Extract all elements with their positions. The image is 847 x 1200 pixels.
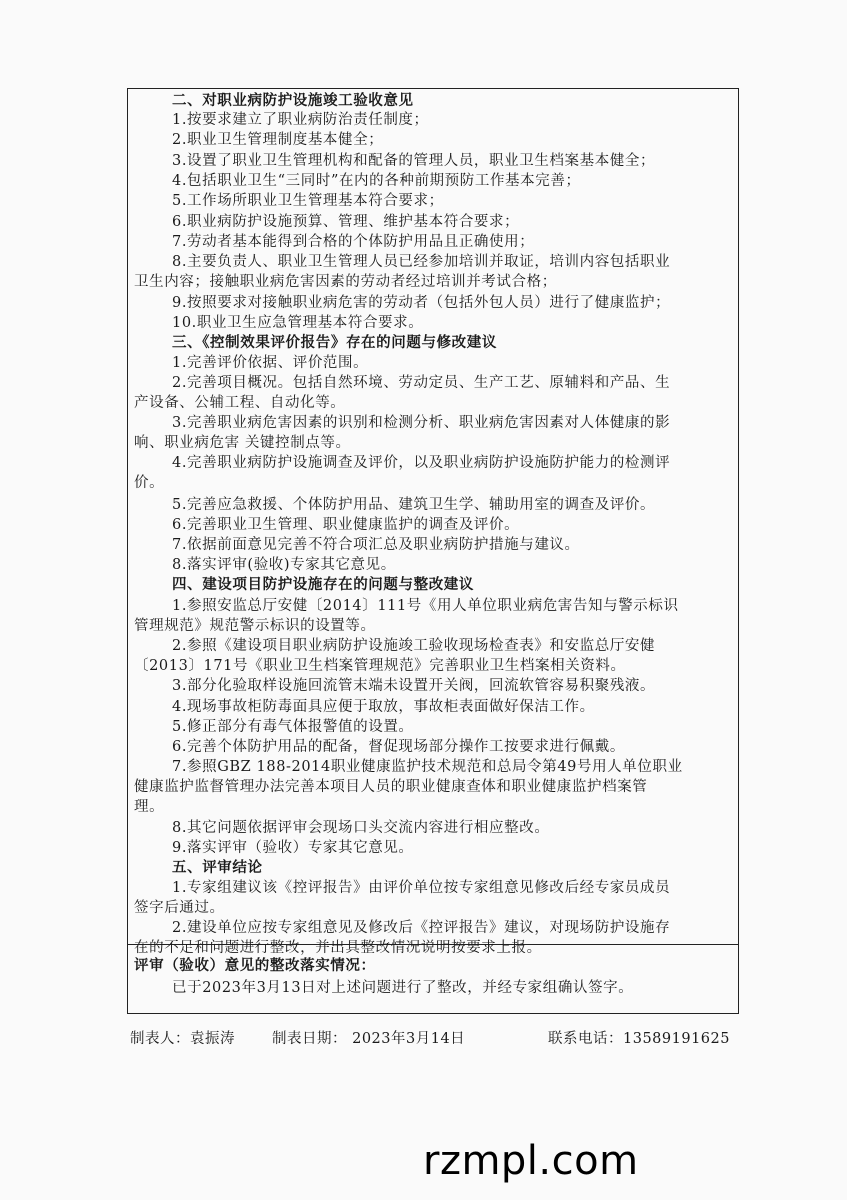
list-item: 价。 bbox=[134, 475, 165, 491]
section-2-heading: 二、对职业病防护设施竣工验收意见 bbox=[172, 92, 414, 109]
list-item: 5.工作场所职业卫生管理基本符合要求； bbox=[172, 193, 444, 209]
implementation-text: 已于2023年3月13日对上述问题进行了整改，并经专家组确认签字。 bbox=[172, 980, 634, 996]
list-item: 3.部分化验取样设施回流管末端未设置开关阀，回流软管容易积聚残液。 bbox=[172, 678, 656, 694]
list-item: 卫生内容；接触职业病危害因素的劳动者经过培训并考试合格； bbox=[134, 274, 557, 290]
list-item: 4.现场事故柜防毒面具应便于取放，事故柜表面做好保洁工作。 bbox=[172, 699, 595, 715]
list-item: 在的不足和问题进行整改，并出具整改情况说明按要求上报。 bbox=[134, 940, 542, 956]
watermark: rzmpl.com bbox=[423, 1138, 639, 1184]
section-5-heading: 五、评审结论 bbox=[172, 859, 263, 876]
list-item: 5.完善应急救援、个体防护用品、建筑卫生学、辅助用室的调查及评价。 bbox=[172, 497, 656, 513]
list-item: 8.其它问题依据评审会现场口头交流内容进行相应整改。 bbox=[172, 820, 550, 836]
list-item: 8.落实评审(验收)专家其它意见。 bbox=[172, 557, 396, 573]
list-item: 6.完善职业卫生管理、职业健康监护的调查及评价。 bbox=[172, 517, 520, 533]
list-item: 5.修正部分有毒气体报警值的设置。 bbox=[172, 719, 414, 735]
section-3-heading: 三、《控制效果评价报告》存在的问题与修改建议 bbox=[172, 334, 497, 351]
list-item: 管理规范》规范警示标识的设置等。 bbox=[134, 618, 376, 634]
list-item: 1.参照安监总厅安健〔2014〕111号《用人单位职业病危害告知与警示标识 bbox=[172, 598, 679, 614]
list-item: 9.落实评审（验收）专家其它意见。 bbox=[172, 840, 414, 856]
list-item: 产设备、公辅工程、自动化等。 bbox=[134, 395, 346, 411]
list-item: 3.设置了职业卫生管理机构和配备的管理人员，职业卫生档案基本健全； bbox=[172, 153, 656, 169]
list-item: 10.职业卫生应急管理基本符合要求。 bbox=[172, 315, 424, 331]
list-item: 2.建设单位应按专家组意见及修改后《控评报告》建议，对现场防护设施存 bbox=[172, 920, 671, 936]
list-item: 7.参照GBZ 188-2014职业健康监护技术规范和总局令第49号用人单位职业 bbox=[172, 759, 683, 775]
list-item: 7.依据前面意见完善不符合项汇总及职业病防护措施与建议。 bbox=[172, 537, 580, 553]
list-item: 2.完善项目概况。包括自然环境、劳动定员、生产工艺、原辅料和产品、生 bbox=[172, 375, 671, 391]
section-4-heading: 四、建设项目防护设施存在的问题与整改建议 bbox=[172, 576, 474, 593]
list-item: 理。 bbox=[134, 799, 165, 815]
list-item: 响、职业病危害 关键控制点等。 bbox=[134, 435, 351, 451]
list-item: 4.包括职业卫生“三同时”在内的各种前期预防工作基本完善； bbox=[172, 173, 581, 189]
list-item: 6.职业病防护设施预算、管理、维护基本符合要求； bbox=[172, 214, 520, 230]
list-item: 7.劳动者基本能得到合格的个体防护用品且正确使用； bbox=[172, 234, 535, 250]
preparer: 制表人：袁振涛 bbox=[130, 1031, 235, 1047]
list-item: 2.职业卫生管理制度基本健全； bbox=[172, 132, 384, 148]
list-item: 签字后通过。 bbox=[134, 900, 225, 916]
list-item: 〔2013〕171号《职业卫生档案管理规范》完善职业卫生档案相关资料。 bbox=[134, 658, 626, 674]
list-item: 1.按要求建立了职业病防治责任制度； bbox=[172, 112, 429, 128]
list-item: 健康监护监督管理办法完善本项目人员的职业健康查体和职业健康监护档案管 bbox=[134, 779, 648, 795]
list-item: 8.主要负责人、职业卫生管理人员已经参加培训并取证，培训内容包括职业 bbox=[172, 254, 671, 270]
list-item: 1.专家组建议该《控评报告》由评价单位按专家组意见修改后经专家员成员 bbox=[172, 880, 671, 896]
implementation-heading: 评审（验收）意见的整改落实情况： bbox=[134, 957, 376, 974]
list-item: 4.完善职业病防护设施调查及评价，以及职业病防护设施防护能力的检测评 bbox=[172, 455, 671, 471]
list-item: 2.参照《建设项目职业病防护设施竣工验收现场检查表》和安监总厅安健 bbox=[172, 638, 656, 654]
list-item: 1.完善评价依据、评价范围。 bbox=[172, 355, 369, 371]
list-item: 6.完善个体防护用品的配备，督促现场部分操作工按要求进行佩戴。 bbox=[172, 739, 625, 755]
prepare-date: 制表日期： 2023年3月14日 bbox=[272, 1031, 466, 1047]
contact-phone: 联系电话：13589191625 bbox=[548, 1031, 730, 1047]
list-item: 9.按照要求对接触职业病危害的劳动者（包括外包人员）进行了健康监护； bbox=[172, 295, 671, 311]
list-item: 3.完善职业病危害因素的识别和检测分析、职业病危害因素对人体健康的影 bbox=[172, 415, 671, 431]
